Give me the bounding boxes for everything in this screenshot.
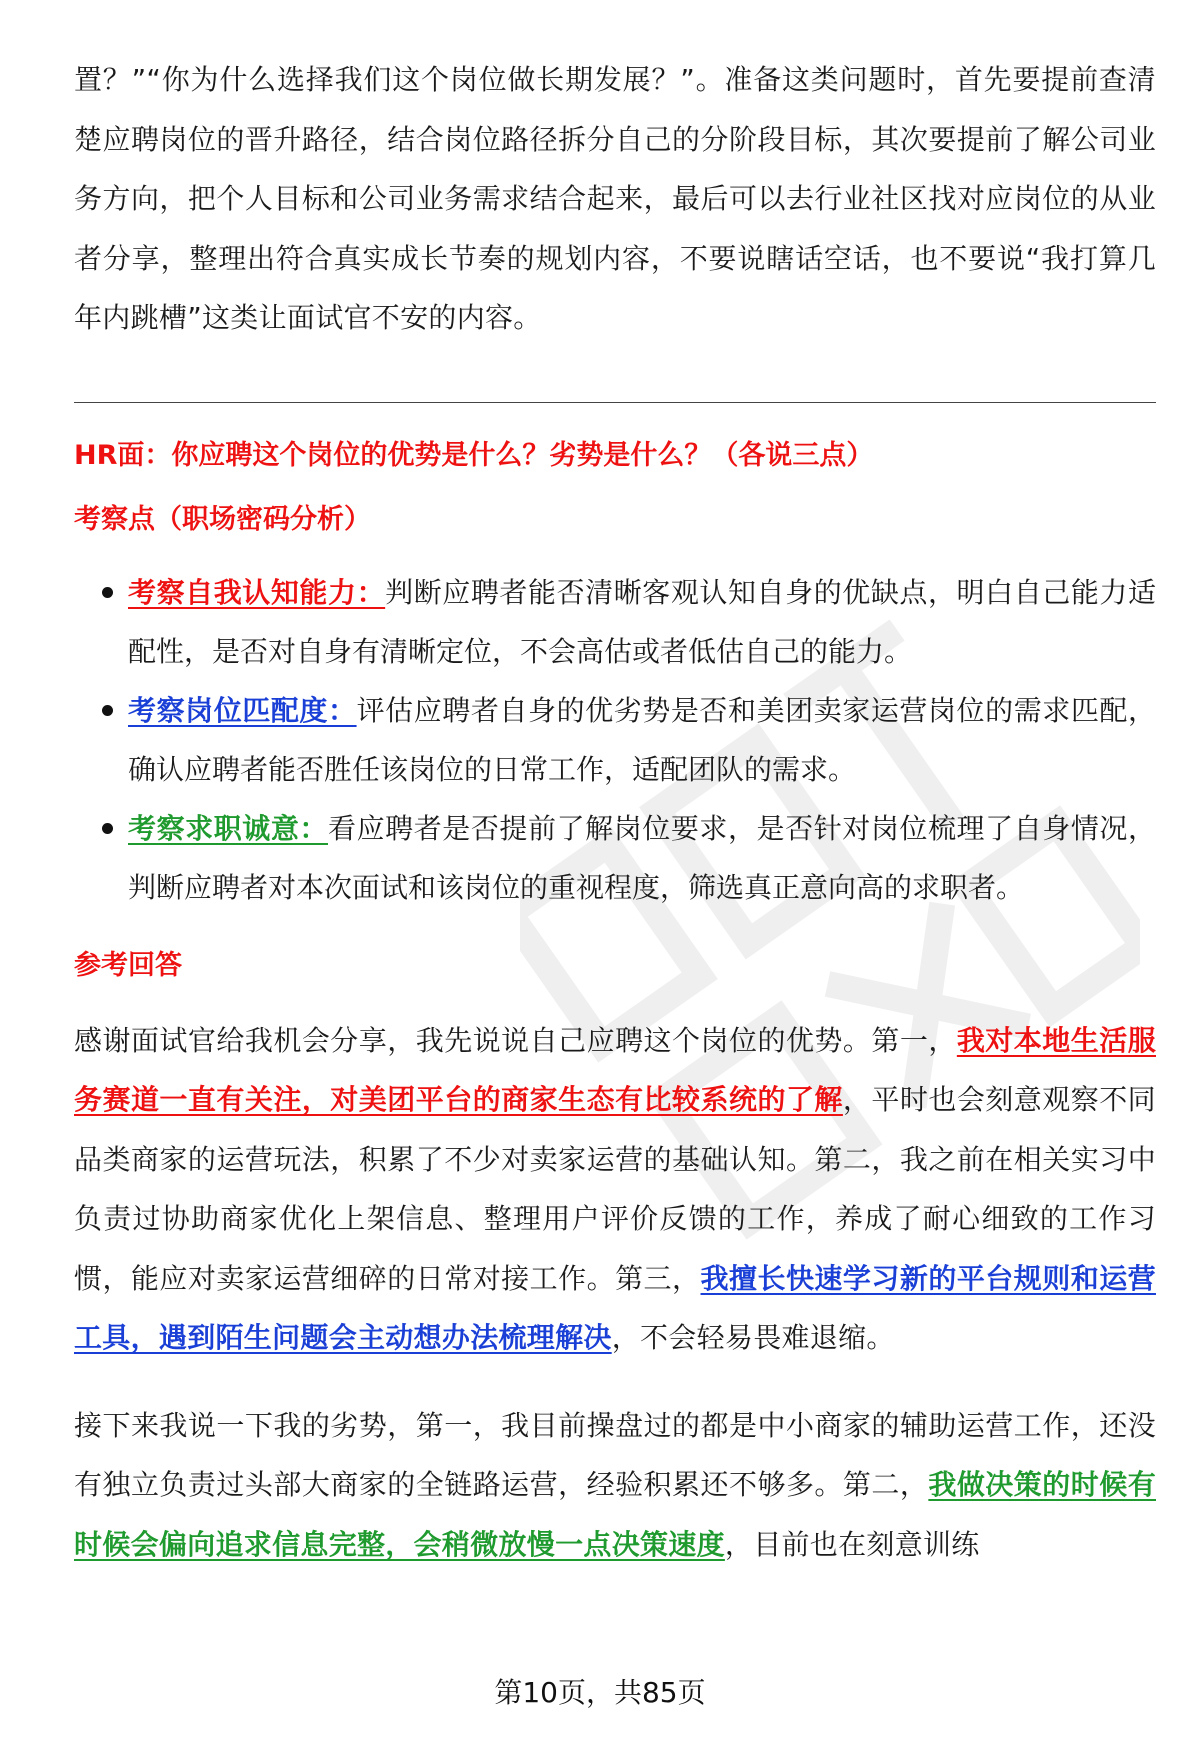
assessment-point-text: 评估应聘者自身的优劣势是否和美团卖家运营岗位的需求匹配，确认应聘者能否胜任该岗位的日常工作，适配团队的需求。: [128, 693, 1156, 786]
document-page: [74, 50, 1156, 1574]
assessment-point-text: 判断应聘者能否清晰客观认知自身的优缺点，明白自己能力适配性，是否对自身有清晰定位，不会高估或者低估自己的能力。: [128, 575, 1156, 668]
answer-text: 感谢面试官给我机会分享，我先说说自己应聘这个岗位的优势。第一，: [74, 1023, 957, 1057]
paragraph-gap: [74, 1368, 1156, 1396]
answer-highlight: 我对本地生活服务赛道一直有关注，对美团平台的商家生态有比较系统的了解: [74, 1023, 1156, 1116]
intro-paragraph: 置？”“你为什么选择我们这个岗位做长期发展？”。准备这类问题时，首先要提前查清楚应聘岗位的晋升路径，结合岗位路径拆分自己的分阶段目标，其次要提前了解公司业务方向，把个人目标和公司业务需求结合起来，最后可以去行业社区找对应岗位的从业者分享，整理出符合真实成长节奏的规划内容，不要说瞎话空话，也不要说“我打算几年内跳槽”这类让面试官不安的内容。: [74, 63, 1156, 334]
answer-text: ，不会轻易畏难退缩。: [611, 1321, 895, 1354]
answer-highlight: 我做决策的时候有时候会偏向追求信息完整，会稍微放慢一点决策速度: [74, 1468, 1156, 1561]
assessment-point-text: 看应聘者是否提前了解岗位要求，是否针对岗位梳理了自身情况，判断应聘者对本次面试和该岗位的重视程度，筛选真正意向高的求职者。: [128, 811, 1156, 904]
assessment-points-list: [74, 563, 1156, 917]
assessment-point: [128, 681, 1156, 799]
answer-heading: 参考回答: [74, 949, 182, 981]
answer-paragraph-weaknesses: [74, 1396, 1156, 1575]
assessment-point: [128, 799, 1156, 917]
bullet-icon: [102, 705, 113, 716]
question-title: HR面：你应聘这个岗位的优势是什么？劣势是什么？（各说三点）: [74, 439, 874, 471]
answer-text: 接下来我说一下我的劣势，第一，我目前操盘过的都是中小商家的辅助运营工作，还没有独立负责过头部大商家的全链路运营，经验积累还不够多。第二，: [74, 1408, 1156, 1501]
assessment-point-keyword: 考察自我认知能力：: [128, 575, 386, 609]
bullet-icon: [102, 823, 113, 834]
answer-text: ，目前也在刻意训练: [724, 1527, 980, 1561]
answer-paragraph-strengths: [74, 1011, 1156, 1368]
answer-highlight: 我擅长快速学习新的平台规则和运营工具，遇到陌生问题会主动想办法梳理解决: [74, 1261, 1156, 1354]
assessment-point-keyword: 考察岗位匹配度：: [128, 693, 357, 727]
assessment-heading: 考察点（职场密码分析）: [74, 503, 371, 535]
page-number-footer: 第10页，共85页: [494, 1676, 706, 1709]
section-divider: [74, 402, 1156, 403]
assessment-point-keyword: 考察求职诚意：: [128, 811, 328, 845]
assessment-point: [128, 563, 1156, 681]
answer-text: ，平时也会刻意观察不同品类商家的运营玩法，积累了不少对卖家运营的基础认知。第二，我之前在相关实习中负责过协助商家优化上架信息、整理用户评价反馈的工作，养成了耐心细致的工作习惯，能应对卖家运营细碎的日常对接工作。第三，: [74, 1083, 1156, 1295]
bullet-icon: [102, 587, 113, 598]
